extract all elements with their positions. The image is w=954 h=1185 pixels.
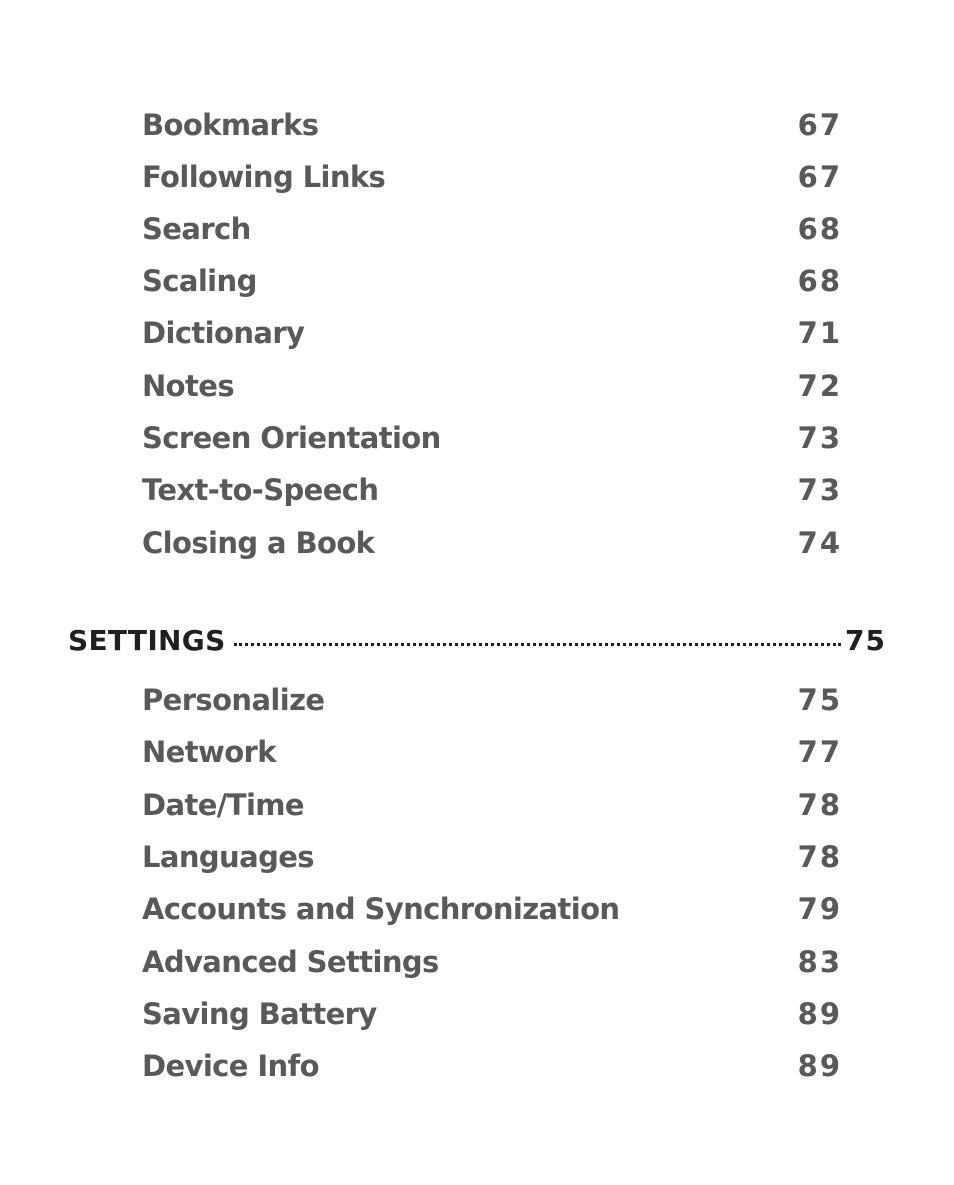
toc-entry-label: Network <box>142 735 276 769</box>
toc-entry-label: Bookmarks <box>142 108 319 142</box>
toc-entry-page: 83 <box>797 945 842 979</box>
toc-entry-device-info[interactable] <box>142 1040 842 1092</box>
toc-entry-page: 67 <box>797 160 842 194</box>
toc-entry-text-to-speech[interactable] <box>142 464 842 516</box>
toc-entry-page: 75 <box>797 683 842 717</box>
toc-entry-search[interactable] <box>142 203 842 255</box>
toc-entry-languages[interactable] <box>142 831 842 883</box>
toc-entry-following-links[interactable] <box>142 151 842 203</box>
toc-entry-page: 78 <box>797 840 842 874</box>
toc-entry-personalize[interactable] <box>142 674 842 726</box>
toc-entry-notes[interactable] <box>142 360 842 412</box>
toc-entry-label: Languages <box>142 840 314 874</box>
toc-entry-label: Accounts and Synchronization <box>142 892 620 926</box>
toc-entry-page: 68 <box>797 212 842 246</box>
toc-entry-label: Following Links <box>142 160 386 194</box>
toc-entry-advanced-settings[interactable] <box>142 936 842 988</box>
toc-entry-label: Search <box>142 212 251 246</box>
toc-entry-page: 74 <box>797 526 842 560</box>
toc-entry-label: Device Info <box>142 1049 319 1083</box>
toc-entry-label: Screen Orientation <box>142 421 441 455</box>
toc-entry-page: 79 <box>797 892 842 926</box>
toc-entry-page: 89 <box>797 1049 842 1083</box>
toc-entry-label: Notes <box>142 369 234 403</box>
toc-entry-label: Text-to-Speech <box>142 473 379 507</box>
toc-entry-page: 73 <box>797 473 842 507</box>
toc-entry-closing-a-book[interactable] <box>142 517 842 569</box>
toc-entry-date-time[interactable] <box>142 779 842 831</box>
toc-entry-accounts-and-synchronization[interactable] <box>142 883 842 935</box>
toc-entry-page: 89 <box>797 997 842 1031</box>
toc-section-settings[interactable] <box>68 624 886 674</box>
toc-entry-network[interactable] <box>142 726 842 778</box>
toc-entry-label: Closing a Book <box>142 526 375 560</box>
toc-entry-label: Personalize <box>142 683 325 717</box>
toc-entry-label: Scaling <box>142 264 257 298</box>
toc-entry-label: Advanced Settings <box>142 945 439 979</box>
toc-entry-label: Date/Time <box>142 788 304 822</box>
toc-entry-page: 72 <box>797 369 842 403</box>
toc-entry-page: 73 <box>797 421 842 455</box>
toc-entry-page: 71 <box>797 316 842 350</box>
toc-entry-label: Saving Battery <box>142 997 377 1031</box>
toc-entry-page: 68 <box>797 264 842 298</box>
dotted-leader <box>234 643 841 646</box>
toc-entry-label: Dictionary <box>142 316 305 350</box>
toc-entry-page: 77 <box>797 735 842 769</box>
toc-entry-page: 67 <box>797 108 842 142</box>
toc-section-label: SETTINGS <box>68 624 226 657</box>
toc-entry-scaling[interactable] <box>142 255 842 307</box>
toc-section-page: 75 <box>845 624 886 657</box>
toc-entry-dictionary[interactable] <box>142 307 842 359</box>
toc-entry-page: 78 <box>797 788 842 822</box>
toc-entry-bookmarks[interactable] <box>142 99 842 151</box>
toc-entry-screen-orientation[interactable] <box>142 412 842 464</box>
toc-entry-saving-battery[interactable] <box>142 988 842 1040</box>
